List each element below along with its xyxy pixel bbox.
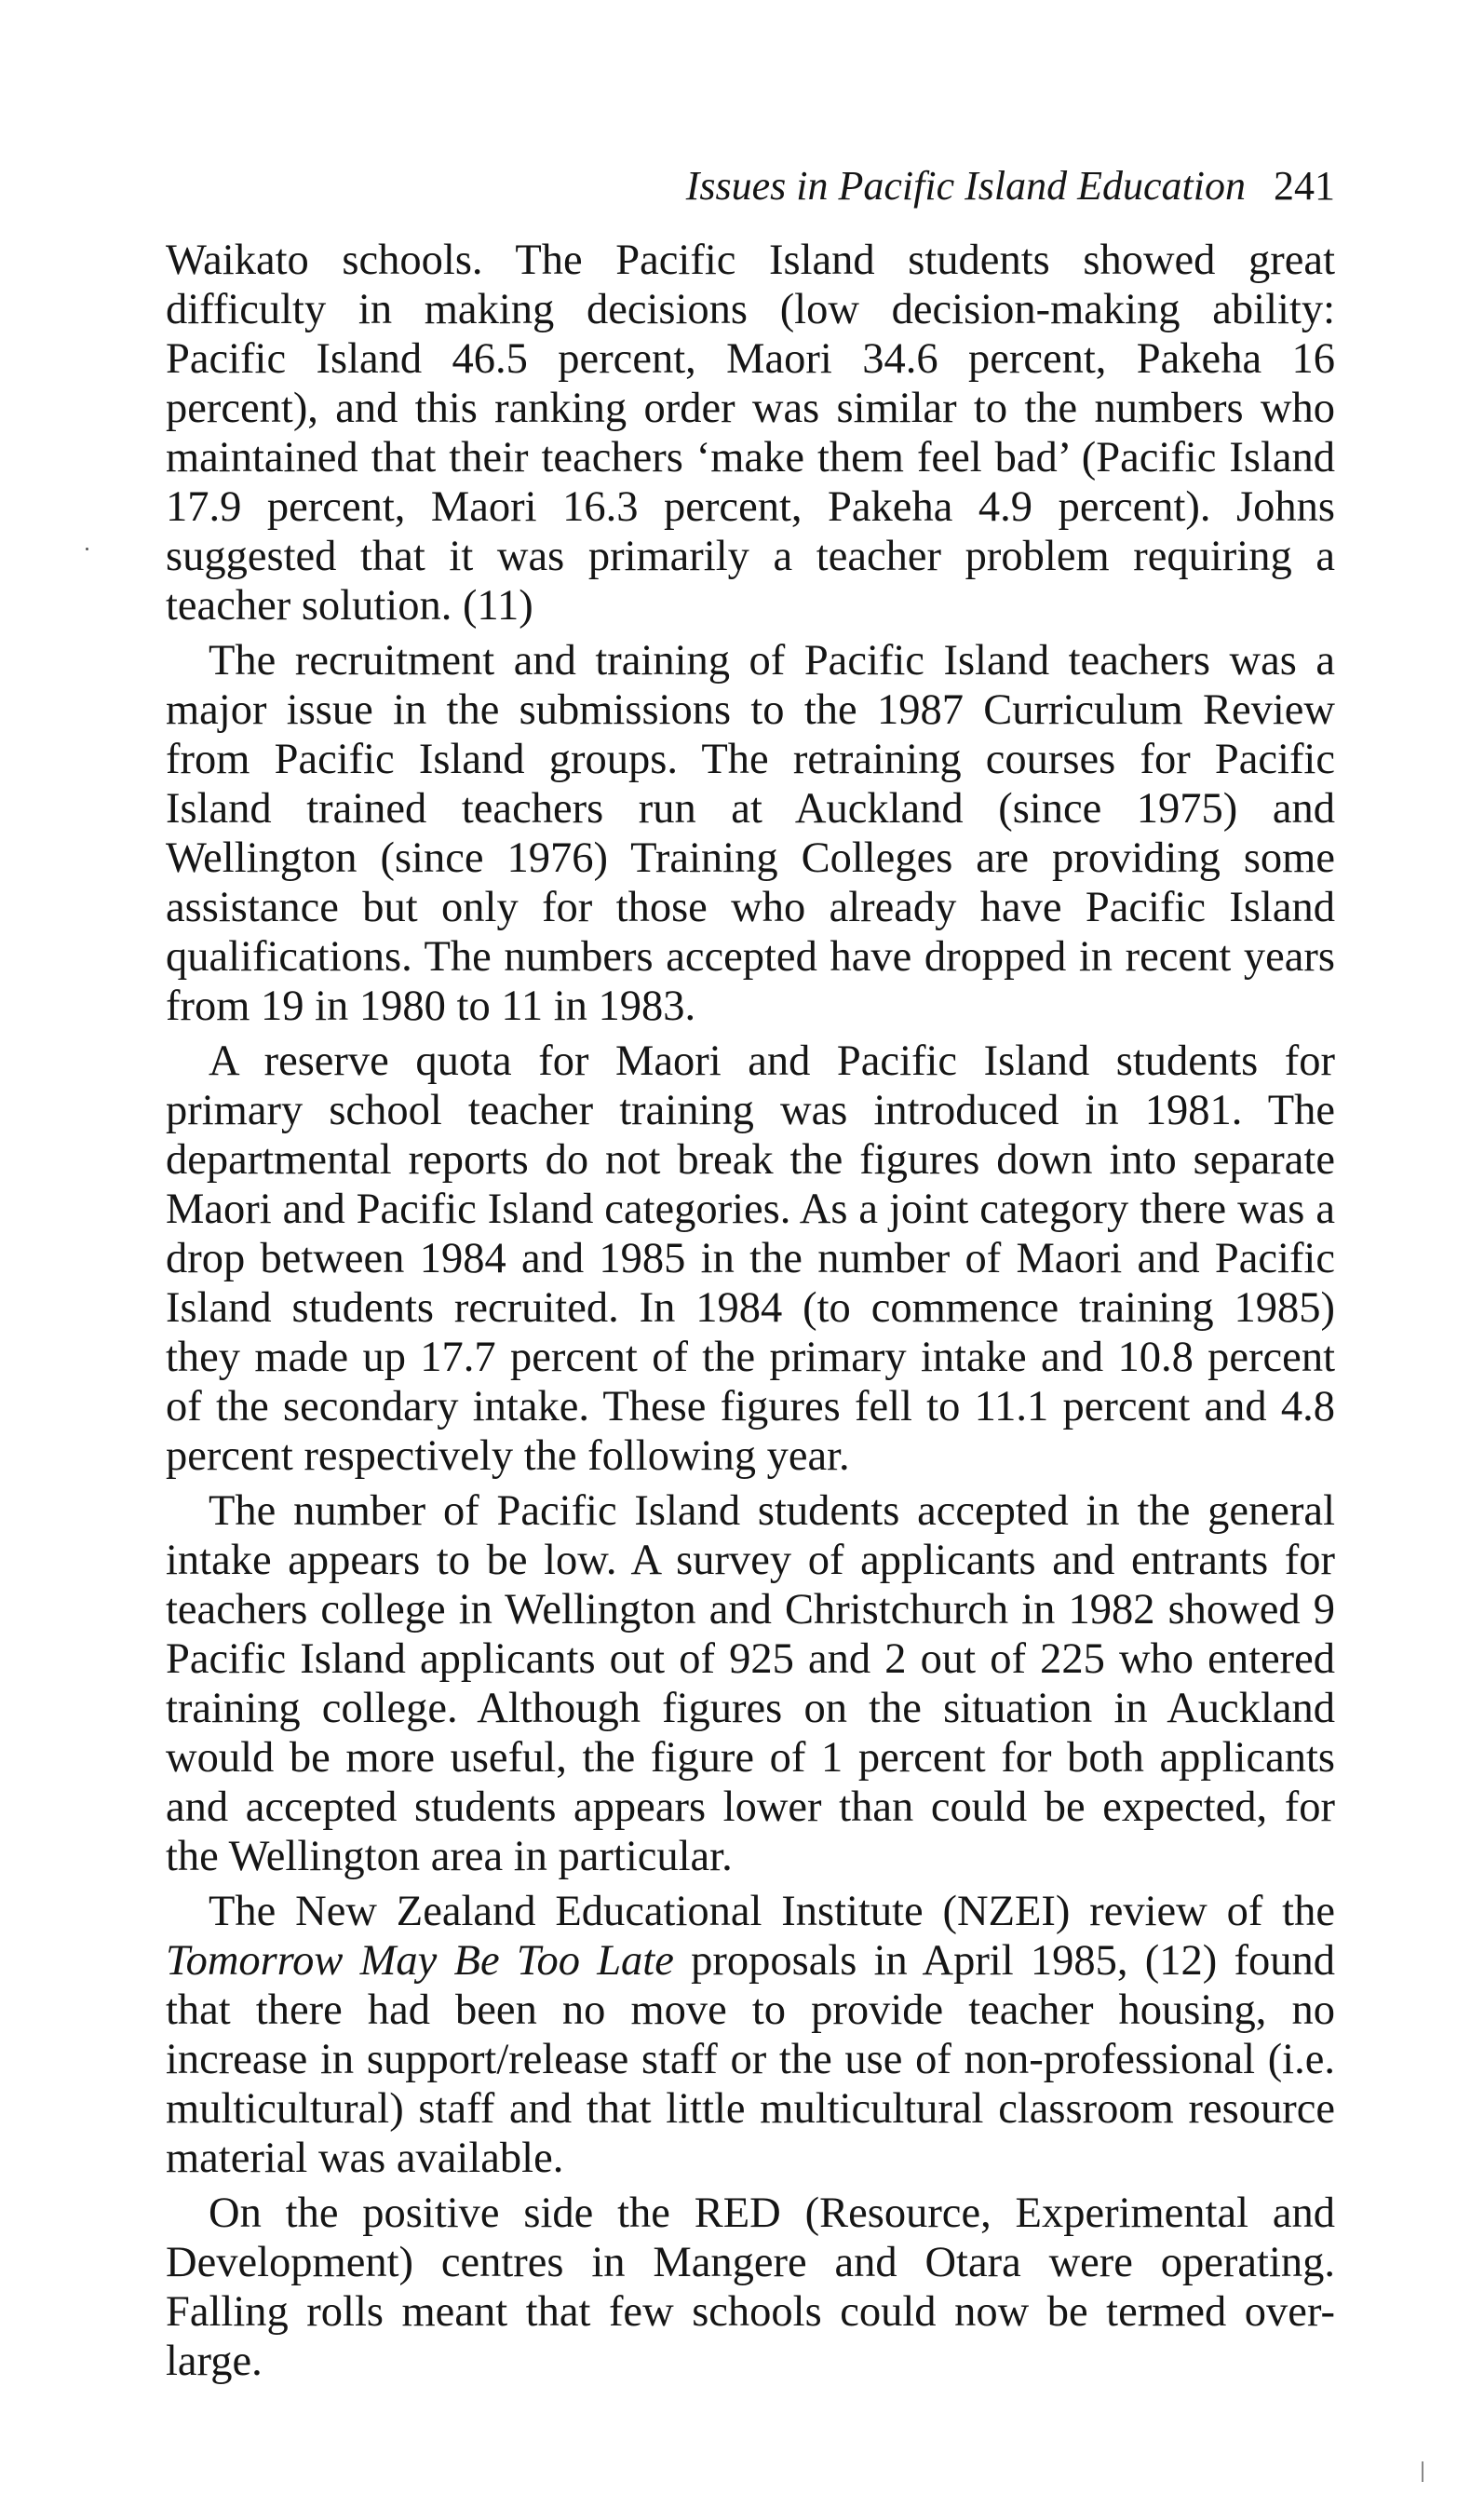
paragraph-4: The number of Pacific Island students accepted in the general intake appears to be low. A survey of applicants and entrants for teachers college in Wellington and Christchurch in 1982 showed 9 Pacific Island applicants out of 925 and 2 out of 225 who entered training college. Although figures on the situation in Auckland would be more useful, the figure of 1 percent for both applicants and accepted students appears lower than could be expected, for the Wellington area in particular. [166,1487,1335,1880]
paragraph-5-end: proposals in April 1985, (12) found that there had been no move to provide teacher housing, no increase in support/release staff or the use of non-professional (i.e. multicultural) staff and that little multicultural classroom resource material was available. [166,1937,1335,2182]
book-page [166,140,1335,2468]
paragraph-2: The recruitment and training of Pacific Island teachers was a major issue in the submissions to the 1987 Curriculum Review from Pacific Island groups. The retraining courses for Pacific Island trained teachers run at Auckland (since 1975) and Wellington (since 1976) Training Colleges are providing some assistance but only for those who already have Pacific Island qualifications. The numbers accepted have dropped in recent years from 19 in 1980 to 11 in 1983. [166,637,1335,1030]
page-number: 241 [1274,163,1335,209]
corner-mark [1422,2461,1423,2482]
margin-speck [86,548,88,550]
paragraph-3: A reserve quota for Maori and Pacific Island students for primary school teacher training was introduced in 1981. The departmental reports do not break the figures down into separate Maori and Pacific Island categories. As a joint category there was a drop between 1984 and 1985 in the number of Maori and Pacific Island students recruited. In 1984 (to commence training 1985) they made up 17.7 percent of the primary intake and 10.8 percent of the secondary intake. These figures fell to 11.1 percent and 4.8 percent respectively the following year. [166,1037,1335,1480]
paragraph-5-start: The New Zealand Educational Institute (NZEI) review of the [209,1888,1335,1935]
body-text [166,236,1335,2392]
paragraph-5 [166,1887,1335,2183]
publication-title: Tomorrow May Be Too Late [166,1937,674,1985]
running-header-title: Issues in Pacific Island Education [685,163,1246,209]
running-header [166,158,1335,214]
paragraph-1: Waikato schools. The Pacific Island students showed great difficulty in making decisions (low decision-making ability: Pacific Island 46.5 percent, Maori 34.6 percent, Pakeha 16 percent), and this ranking order was similar to the numbers who maintained that their teachers ‘make them feel bad’ (Pacific Island 17.9 percent, Maori 16.3 percent, Pakeha 4.9 percent). Johns suggested that it was primarily a teacher problem requiring a teacher solution. (11) [166,237,1335,630]
paragraph-6: On the positive side the RED (Resource, Experimental and Development) centres in Mangere and Otara were operating. Falling rolls meant that few schools could now be termed over-large. [166,2189,1335,2385]
